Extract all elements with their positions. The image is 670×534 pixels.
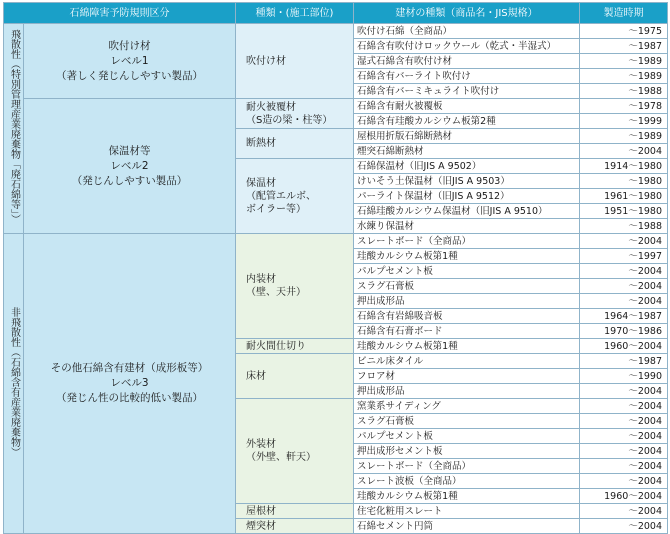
- manufacture-period-cell: ～2004: [580, 294, 668, 309]
- material-type-label: 保温材: [246, 177, 276, 189]
- material-name-cell: 石綿セメント円筒: [354, 519, 580, 534]
- level-description-label: 吹付け材: [108, 39, 151, 52]
- manufacture-period-cell: ～1989: [580, 69, 668, 84]
- material-name-cell: 押出成形品: [354, 294, 580, 309]
- level-number-label: レベル2: [110, 159, 149, 172]
- table-header-row: [4, 3, 668, 24]
- material-name-cell: 珪酸カルシウム板第1種: [354, 489, 580, 504]
- manufacture-period-cell: ～1989: [580, 129, 668, 144]
- material-type-cell: [236, 519, 354, 534]
- level-number-label: レベル1: [110, 54, 149, 67]
- material-name-cell: パルプセメント板: [354, 429, 580, 444]
- manufacture-period-cell: 1914～1980: [580, 159, 668, 174]
- material-name-cell: パーライト保温材（旧JIS A 9512）: [354, 189, 580, 204]
- level-description-label: （発じんしやすい製品）: [71, 174, 188, 187]
- material-name-cell: 吹付け石綿（全商品）: [354, 24, 580, 39]
- material-name-cell: 煙突石綿断熱材: [354, 144, 580, 159]
- manufacture-period-cell: ～1989: [580, 54, 668, 69]
- material-name-cell: スレートボード（全商品）: [354, 234, 580, 249]
- material-type-label: 外装材: [246, 439, 276, 450]
- material-name-cell: 窯業系サイディング: [354, 399, 580, 414]
- material-name-cell: 石綿含有岩綿吸音板: [354, 309, 580, 324]
- material-name-cell: スラグ石膏板: [354, 279, 580, 294]
- manufacture-period-cell: 1961～1980: [580, 189, 668, 204]
- material-name-cell: フロア材: [354, 369, 580, 384]
- manufacture-period-cell: ～2004: [580, 474, 668, 489]
- material-name-cell: 珪酸カルシウム板第1種: [354, 339, 580, 354]
- manufacture-period-cell: ～1988: [580, 219, 668, 234]
- level-category-cell: [24, 24, 236, 99]
- manufacture-period-cell: ～2004: [580, 459, 668, 474]
- level-category-cell: [24, 234, 236, 534]
- level-number-label: レベル3: [110, 377, 149, 389]
- material-name-cell: 屋根用折版石綿断熱材: [354, 129, 580, 144]
- material-name-cell: 石綿含有バーライト吹付け: [354, 69, 580, 84]
- material-type-cell: [236, 24, 354, 99]
- manufacture-period-cell: ～2004: [580, 264, 668, 279]
- material-type-label: ボイラー等）: [246, 203, 306, 215]
- material-name-cell: 水練り保温材: [354, 219, 580, 234]
- material-type-cell: [236, 159, 354, 234]
- manufacture-period-cell: ～2004: [580, 429, 668, 444]
- manufacture-period-cell: ～1999: [580, 114, 668, 129]
- material-type-label: 断熱材: [246, 138, 276, 149]
- material-type-cell: [236, 354, 354, 399]
- material-type-label: （配管エルボ、: [246, 190, 316, 202]
- material-name-cell: スレート波板（全商品）: [354, 474, 580, 489]
- material-name-cell: 石綿含有耐火被覆板: [354, 99, 580, 114]
- manufacture-period-cell: ～1975: [580, 24, 668, 39]
- material-type-label: 耐火間仕切り: [246, 340, 306, 352]
- material-name-cell: 住宅化粧用スレート: [354, 504, 580, 519]
- level-description-label: 保温材等: [108, 144, 151, 157]
- manufacture-period-cell: ～2004: [580, 234, 668, 249]
- material-name-cell: 湿式石綿含有吹付け材: [354, 54, 580, 69]
- material-name-cell: 石綿珪酸カルシウム保温材（旧JIS A 9510）: [354, 204, 580, 219]
- material-name-cell: 石綿含有珪酸カルシウム板第2種: [354, 114, 580, 129]
- material-name-cell: 押出成形品: [354, 384, 580, 399]
- material-type-label: （外壁、軒天）: [246, 452, 316, 463]
- manufacture-period-cell: 1970～1986: [580, 324, 668, 339]
- manufacture-period-cell: ～2004: [580, 444, 668, 459]
- material-type-label: 屋根材: [246, 505, 276, 517]
- material-type-label: （壁、天井）: [246, 287, 306, 298]
- manufacture-period-cell: ～2004: [580, 384, 668, 399]
- material-type-label: 吹付け材: [246, 55, 286, 67]
- manufacture-period-cell: ～2004: [580, 399, 668, 414]
- material-type-cell: [236, 129, 354, 159]
- manufacture-period-cell: ～1980: [580, 174, 668, 189]
- material-name-cell: 押出成形セメント板: [354, 444, 580, 459]
- material-name-cell: スレートボード（全商品）: [354, 459, 580, 474]
- material-type-label: （S造の梁・柱等）: [246, 114, 333, 126]
- material-type-cell: [236, 99, 354, 129]
- manufacture-period-cell: 1964～1987: [580, 309, 668, 324]
- material-type-cell: [236, 399, 354, 504]
- material-name-cell: パルプセメント板: [354, 264, 580, 279]
- manufacture-period-cell: ～1997: [580, 249, 668, 264]
- manufacture-period-cell: 1960～2004: [580, 339, 668, 354]
- material-name-cell: ビニル床タイル: [354, 354, 580, 369]
- material-name-cell: 石綿含有石膏ボード: [354, 324, 580, 339]
- material-type-cell: [236, 504, 354, 519]
- header-type-location: 種類・(施工部位): [236, 3, 354, 24]
- manufacture-period-cell: ～2004: [580, 144, 668, 159]
- manufacture-period-cell: ～2004: [580, 504, 668, 519]
- asbestos-material-table: [3, 2, 668, 534]
- material-name-cell: 石綿含有バーミキュライト吹付け: [354, 84, 580, 99]
- material-type-label: 煙突材: [246, 520, 276, 532]
- level-category-cell: [24, 99, 236, 234]
- manufacture-period-cell: ～2004: [580, 414, 668, 429]
- manufacture-period-cell: ～1987: [580, 39, 668, 54]
- material-name-cell: 珪酸カルシウム板第1種: [354, 249, 580, 264]
- scatter-classification-label: 非飛散性（石綿含有産業廃棄物）: [8, 306, 20, 457]
- table-row: [4, 24, 668, 39]
- level-description-label: （著しく発じんしやすい製品）: [56, 69, 203, 82]
- manufacture-period-cell: 1960～2004: [580, 489, 668, 504]
- material-type-label: 床材: [246, 370, 266, 382]
- material-name-cell: けいそう土保温材（旧JIS A 9503）: [354, 174, 580, 189]
- scatter-classification-cell: [4, 234, 24, 534]
- manufacture-period-cell: ～1990: [580, 369, 668, 384]
- table-row: [4, 99, 668, 114]
- manufacture-period-cell: ～1978: [580, 99, 668, 114]
- manufacture-period-cell: ～1987: [580, 354, 668, 369]
- header-manufacture-period: 製造時期: [580, 3, 668, 24]
- level-description-label: その他石綿含有建材（成形板等）: [50, 362, 209, 374]
- material-name-cell: スラグ石膏板: [354, 414, 580, 429]
- manufacture-period-cell: 1951～1980: [580, 204, 668, 219]
- scatter-classification-cell: [4, 24, 24, 234]
- material-type-label: 耐火被覆材: [246, 101, 296, 113]
- manufacture-period-cell: ～2004: [580, 279, 668, 294]
- material-type-label: 内装材: [246, 274, 276, 285]
- manufacture-period-cell: ～1988: [580, 84, 668, 99]
- header-material-type: 建材の種類（商品名・JIS規格）: [354, 3, 580, 24]
- header-regulation-class: 石綿障害予防規則区分: [4, 3, 236, 24]
- material-name-cell: 石綿保温材（旧JIS A 9502）: [354, 159, 580, 174]
- level-description-label: （発じん性の比較的低い製品）: [56, 392, 203, 404]
- scatter-classification-label: 飛散性（特別管理産業廃棄物「廃石綿等」）: [8, 29, 20, 224]
- material-type-cell: [236, 234, 354, 339]
- table-row: [4, 234, 668, 249]
- material-name-cell: 石綿含有吹付けロックウール（乾式・半湿式）: [354, 39, 580, 54]
- manufacture-period-cell: ～2004: [580, 519, 668, 534]
- material-type-cell: [236, 339, 354, 354]
